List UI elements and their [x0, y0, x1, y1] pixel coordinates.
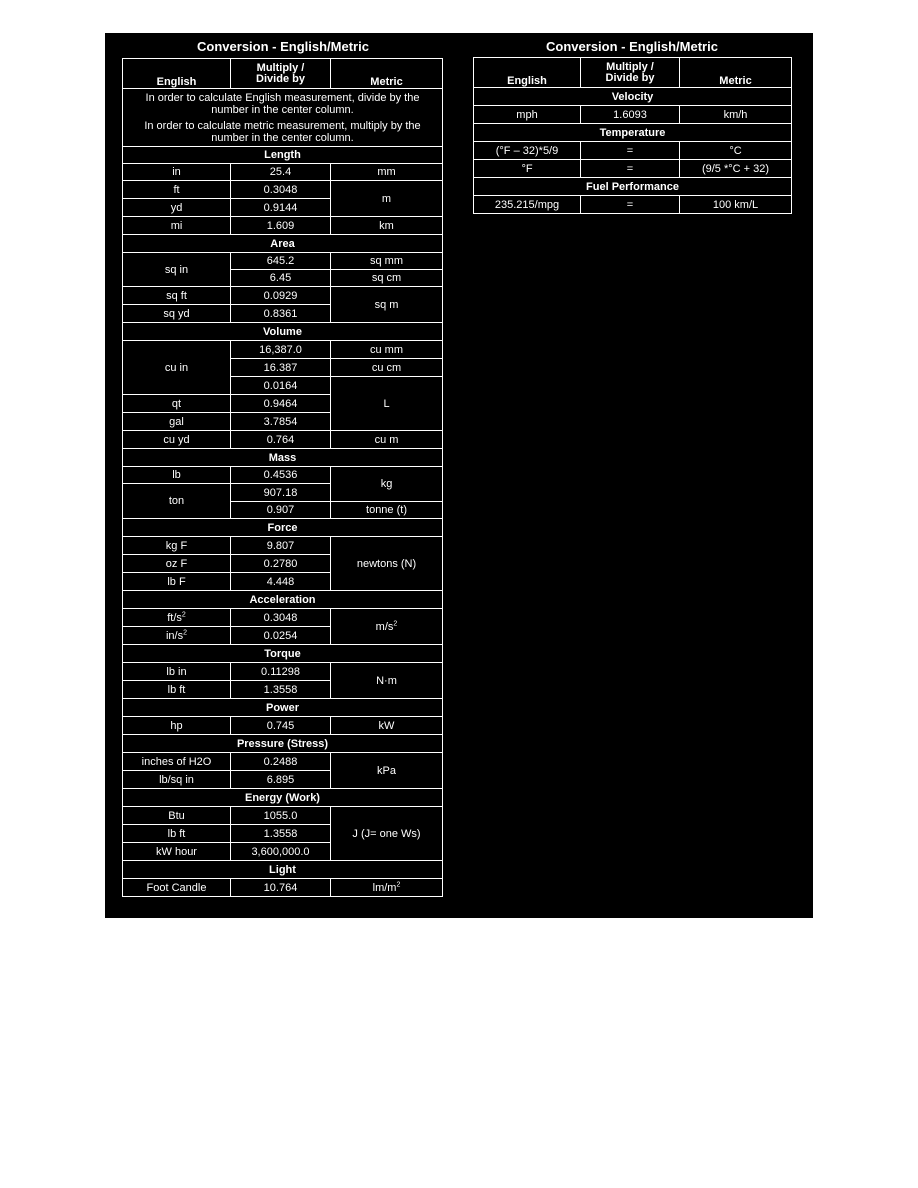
factor-cell: 16.387	[231, 359, 331, 377]
metric-cell: °C	[680, 142, 792, 160]
section-fuel-performance: Fuel Performance	[474, 178, 792, 196]
factor-cell: 6.45	[231, 270, 331, 287]
header-english: English	[474, 58, 581, 88]
english-cell: sq in	[123, 253, 231, 287]
header-factor-line2: Divide by	[605, 71, 655, 84]
metric-cell: km/h	[680, 106, 792, 124]
english-cell	[123, 627, 231, 645]
factor-cell: 0.764	[231, 431, 331, 449]
english-cell: lb in	[123, 663, 231, 681]
superscript: 2	[181, 610, 186, 618]
factor-cell: 0.2488	[231, 753, 331, 771]
conversion-instructions	[123, 89, 443, 147]
english-cell: cu yd	[123, 431, 231, 449]
factor-cell: 1055.0	[231, 807, 331, 825]
english-cell: cu in	[123, 341, 231, 395]
factor-cell: 4.448	[231, 573, 331, 591]
english-cell: oz F	[123, 555, 231, 573]
section-force: Force	[123, 519, 443, 537]
metric-cell: m	[331, 181, 443, 217]
factor-cell: 0.9464	[231, 395, 331, 413]
factor-cell: 0.0254	[231, 627, 331, 645]
metric-cell: kPa	[331, 753, 443, 789]
factor-cell: 9.807	[231, 537, 331, 555]
section-light: Light	[123, 861, 443, 879]
factor-cell: 645.2	[231, 253, 331, 270]
factor-cell: 16,387.0	[231, 341, 331, 359]
section-energy: Energy (Work)	[123, 789, 443, 807]
header-factor-line1: Multiply /	[606, 60, 654, 73]
header-factor-line2: Divide by	[256, 72, 305, 85]
factor-cell: 0.3048	[231, 609, 331, 627]
metric-cell: tonne (t)	[331, 502, 443, 519]
english-cell: mph	[474, 106, 581, 124]
factor-cell: 6.895	[231, 771, 331, 789]
factor-cell: 0.9144	[231, 199, 331, 217]
factor-cell: 0.907	[231, 502, 331, 519]
header-metric: Metric	[331, 59, 443, 89]
english-cell: sq ft	[123, 287, 231, 305]
superscript: 2	[393, 619, 398, 627]
english-cell: 235.215/mpg	[474, 196, 581, 214]
factor-cell: =	[581, 142, 680, 160]
metric-text: m/s	[375, 620, 394, 633]
metric-cell: J (J= one Ws)	[331, 807, 443, 861]
factor-cell: =	[581, 196, 680, 214]
header-english: English	[123, 59, 231, 89]
english-cell: (°F – 32)*5/9	[474, 142, 581, 160]
metric-cell	[331, 609, 443, 645]
factor-cell: 1.6093	[581, 106, 680, 124]
english-cell: kW hour	[123, 843, 231, 861]
superscript: 2	[183, 628, 188, 636]
english-cell: °F	[474, 160, 581, 178]
factor-cell: 10.764	[231, 879, 331, 897]
english-cell: Btu	[123, 807, 231, 825]
english-cell: gal	[123, 413, 231, 431]
metric-cell: cu mm	[331, 341, 443, 359]
factor-cell: 1.609	[231, 217, 331, 235]
english-cell: hp	[123, 717, 231, 735]
factor-cell: 0.0164	[231, 377, 331, 395]
section-power: Power	[123, 699, 443, 717]
superscript: 2	[396, 880, 401, 888]
factor-cell: 1.3558	[231, 681, 331, 699]
metric-cell: mm	[331, 164, 443, 181]
section-area: Area	[123, 235, 443, 253]
header-factor-line1: Multiply /	[256, 61, 305, 74]
metric-cell: newtons (N)	[331, 537, 443, 591]
factor-cell: 0.2780	[231, 555, 331, 573]
instruction-english: In order to calculate English measurement, divide by the number in the center column.	[145, 91, 420, 116]
metric-cell: (9/5 *°C + 32)	[680, 160, 792, 178]
metric-cell: L	[331, 377, 443, 431]
section-torque: Torque	[123, 645, 443, 663]
english-cell: lb F	[123, 573, 231, 591]
section-acceleration: Acceleration	[123, 591, 443, 609]
english-cell: Foot Candle	[123, 879, 231, 897]
instruction-metric: In order to calculate metric measurement, multiply by the number in the center column.	[144, 119, 421, 144]
metric-cell: sq mm	[331, 253, 443, 270]
english-cell	[123, 609, 231, 627]
factor-cell: 0.11298	[231, 663, 331, 681]
english-cell: ft	[123, 181, 231, 199]
factor-cell: 0.8361	[231, 305, 331, 323]
header-metric: Metric	[680, 58, 792, 88]
english-cell: qt	[123, 395, 231, 413]
english-cell: sq yd	[123, 305, 231, 323]
english-cell: yd	[123, 199, 231, 217]
metric-cell: cu cm	[331, 359, 443, 377]
english-cell: ton	[123, 484, 231, 519]
metric-cell: sq m	[331, 287, 443, 323]
metric-cell: N·m	[331, 663, 443, 699]
factor-cell: 3,600,000.0	[231, 843, 331, 861]
header-factor	[581, 58, 680, 88]
factor-cell: 25.4	[231, 164, 331, 181]
metric-cell: sq cm	[331, 270, 443, 287]
metric-cell: kg	[331, 467, 443, 502]
metric-cell: km	[331, 217, 443, 235]
section-length: Length	[123, 147, 443, 164]
section-pressure: Pressure (Stress)	[123, 735, 443, 753]
metric-cell: kW	[331, 717, 443, 735]
english-text: ft/s	[167, 611, 182, 624]
left-conversion-table	[122, 58, 443, 897]
factor-cell: 907.18	[231, 484, 331, 502]
section-velocity: Velocity	[474, 88, 792, 106]
section-temperature: Temperature	[474, 124, 792, 142]
metric-text: lm/m	[372, 881, 397, 894]
metric-cell	[331, 879, 443, 897]
section-mass: Mass	[123, 449, 443, 467]
english-cell: in	[123, 164, 231, 181]
english-cell: lb	[123, 467, 231, 484]
factor-cell: 1.3558	[231, 825, 331, 843]
left-table-title: Conversion - English/Metric	[197, 39, 369, 54]
factor-cell: 0.0929	[231, 287, 331, 305]
metric-cell: cu m	[331, 431, 443, 449]
english-cell: kg F	[123, 537, 231, 555]
factor-cell: 3.7854	[231, 413, 331, 431]
english-cell: lb ft	[123, 681, 231, 699]
english-text: in/s	[165, 629, 184, 642]
english-cell: lb/sq in	[123, 771, 231, 789]
factor-cell: 0.745	[231, 717, 331, 735]
section-volume: Volume	[123, 323, 443, 341]
factor-cell: =	[581, 160, 680, 178]
english-cell: inches of H2O	[123, 753, 231, 771]
english-cell: lb ft	[123, 825, 231, 843]
metric-cell: 100 km/L	[680, 196, 792, 214]
right-conversion-table	[473, 57, 792, 214]
factor-cell: 0.4536	[231, 467, 331, 484]
header-factor	[231, 59, 331, 89]
english-cell: mi	[123, 217, 231, 235]
right-table-title: Conversion - English/Metric	[546, 39, 718, 54]
factor-cell: 0.3048	[231, 181, 331, 199]
